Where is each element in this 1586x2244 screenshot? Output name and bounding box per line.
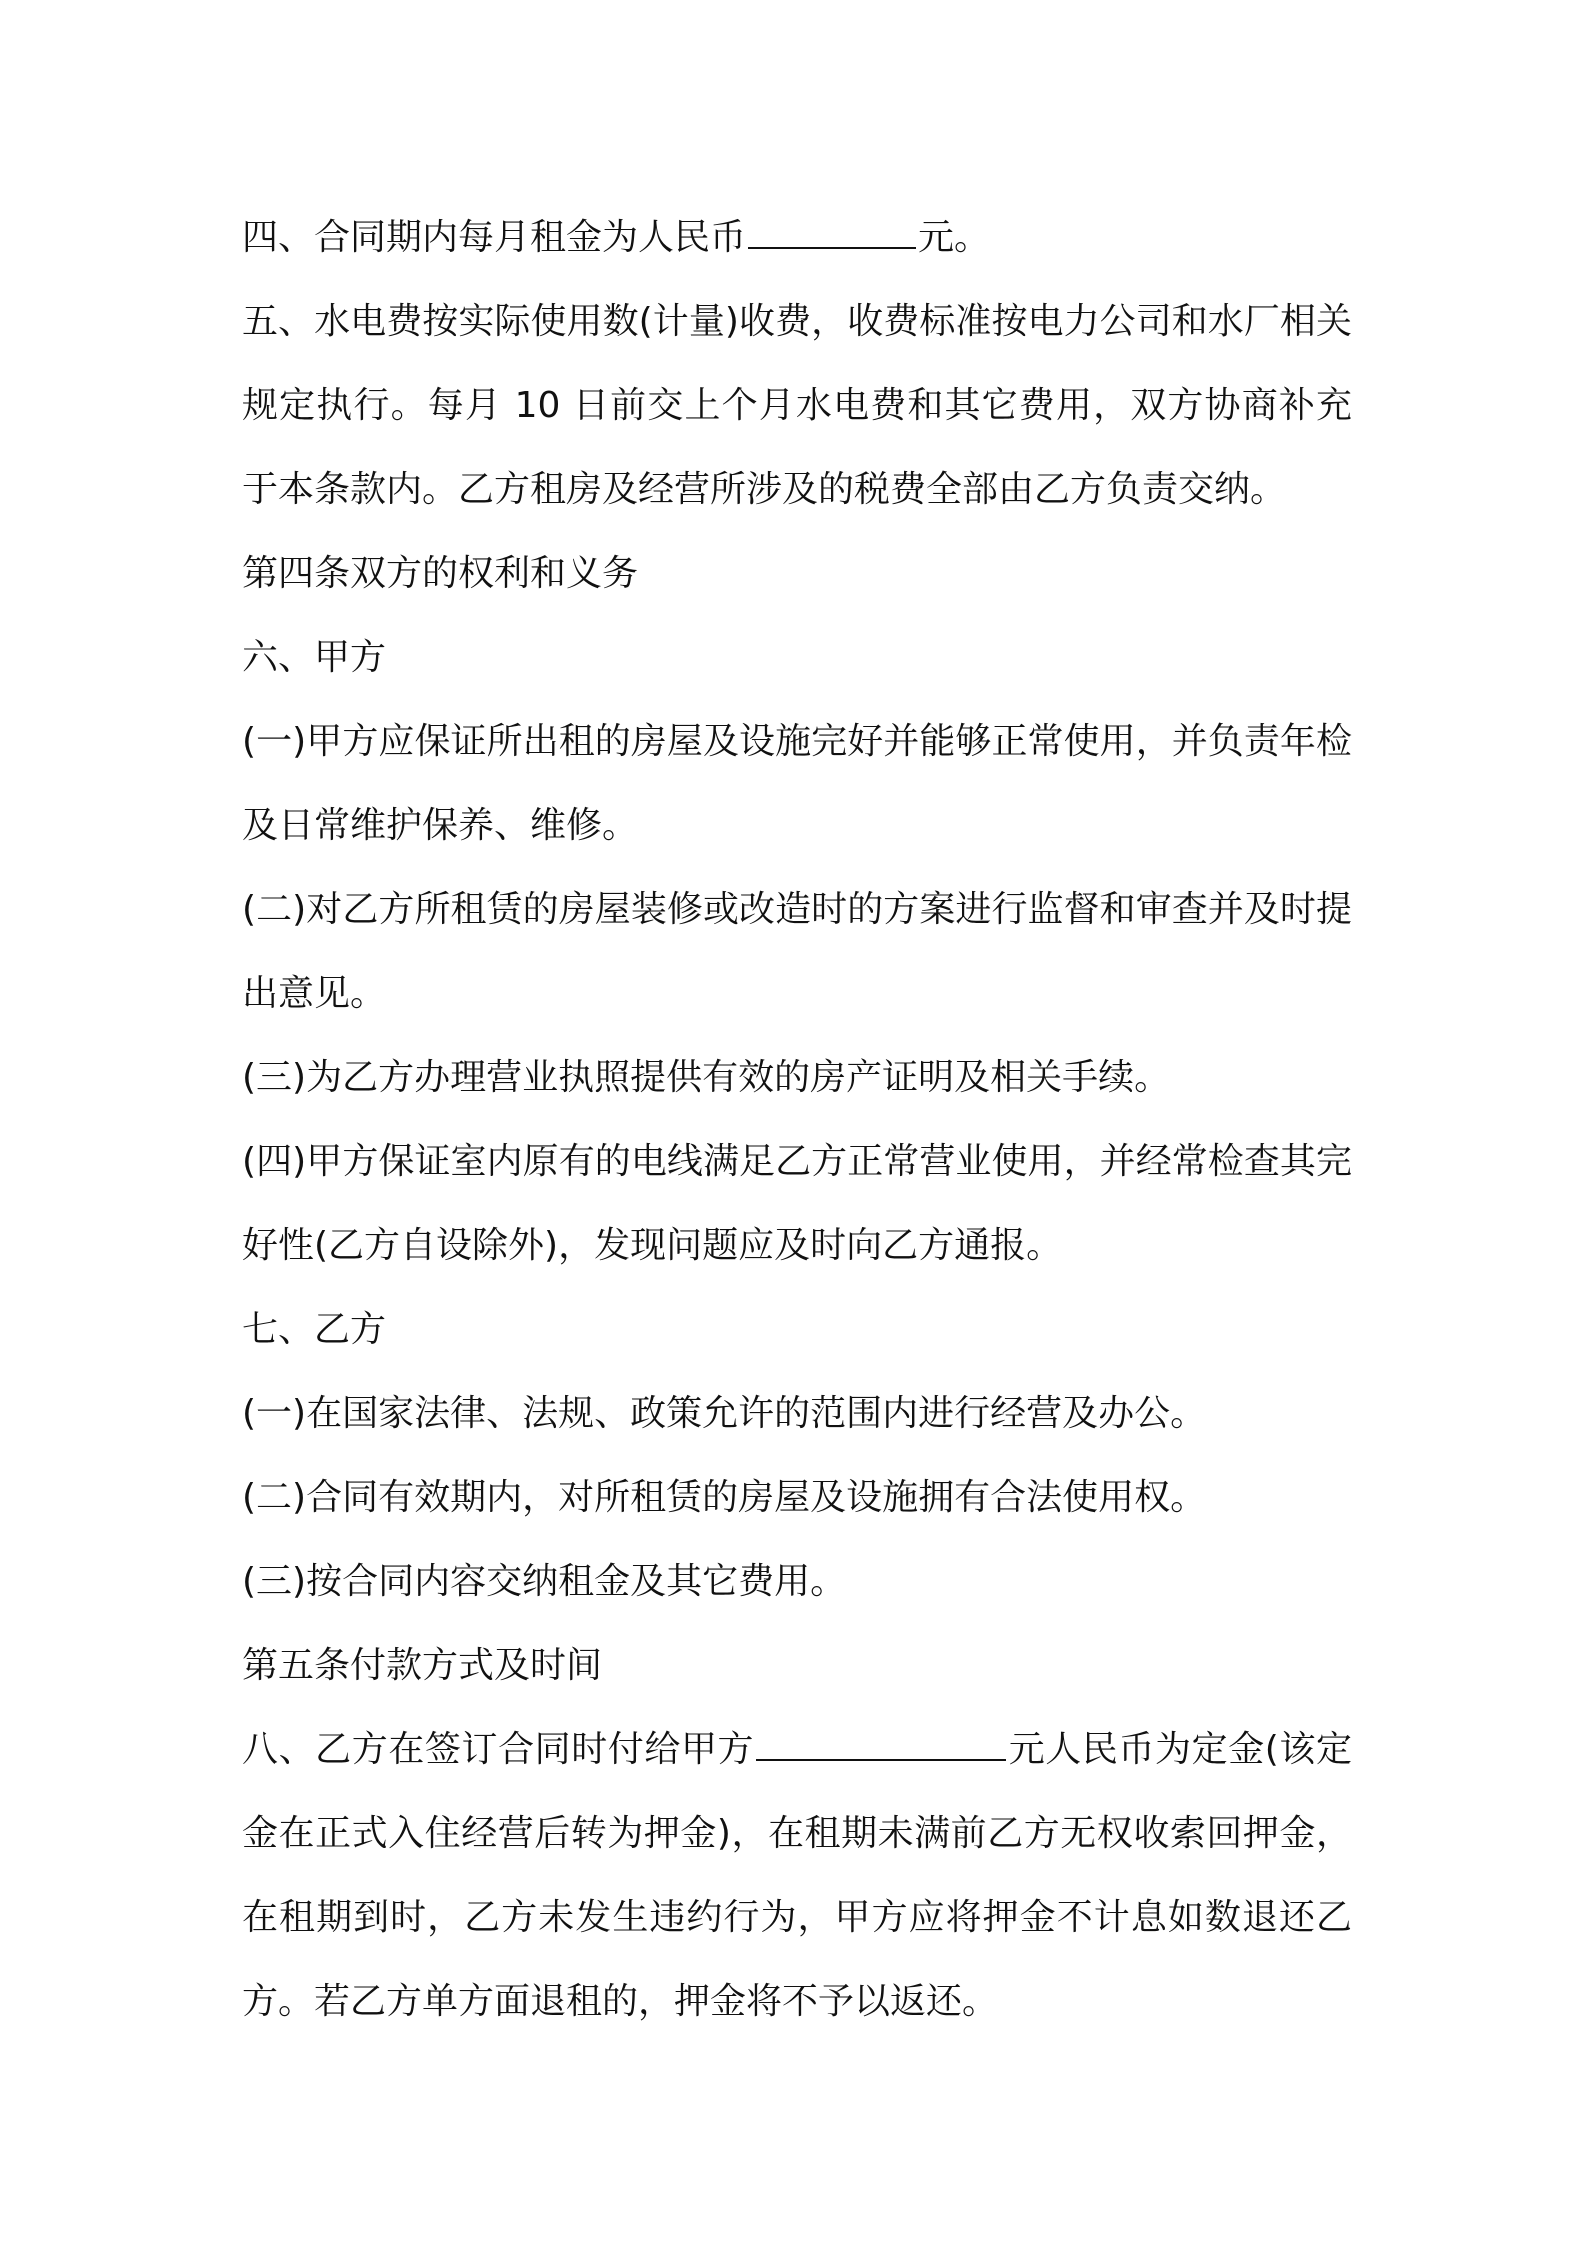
party-a-heading: 六、甲方 [242,637,387,678]
party-b-item-3: (三)按合同内容交纳租金及其它费用。 [242,1561,847,1602]
document-page [242,196,1352,2044]
party-b-item-1: (一)在国家法律、法规、政策允许的范围内进行经营及办公。 [242,1393,1207,1434]
deposit-clause [242,1708,1352,2044]
party-a-item-3: (三)为乙方办理营业执照提供有效的房产证明及相关手续。 [242,1057,1171,1098]
utility-clause: 五、水电费按实际使用数(计量)收费，收费标准按电力公司和水厂相关规定执行。每月 10 日前交上个月水电费和其它费用，双方协商补充于本条款内。乙方租房及经营所涉及的税费全部由乙方负责交纳。 [242,301,1352,510]
section-heading-payment: 第五条付款方式及时间 [242,1645,603,1686]
deposit-amount-blank [756,1729,1006,1761]
party-b-item-2: (二)合同有效期内，对所租赁的房屋及设施拥有合法使用权。 [242,1477,1207,1518]
rent-amount-blank [748,217,916,249]
deposit-clause-text: 八、乙方在签订合同时付给甲方 [242,1729,755,1770]
rent-clause-text: 四、合同期内每月租金为人民币 [242,217,747,258]
party-a-item-1: (一)甲方应保证所出租的房屋及设施完好并能够正常使用，并负责年检及日常维护保养、维修。 [242,721,1352,846]
party-a-item-4: (四)甲方保证室内原有的电线满足乙方正常营业使用，并经常检查其完好性(乙方自设除外)，发现问题应及时向乙方通报。 [242,1141,1352,1266]
section-heading-rights: 第四条双方的权利和义务 [242,553,639,594]
rent-clause [242,196,1352,280]
deposit-clause-rest: 元人民币为定金(该定金在正式入住经营后转为押金)，在租期未满前乙方无权收索回押金，在租期到时，乙方未发生违约行为，甲方应将押金不计息如数退还乙方。若乙方单方面退租的，押金将不予以返还。 [242,1729,1352,2022]
party-a-item-2: (二)对乙方所租赁的房屋装修或改造时的方案进行监督和审查并及时提出意见。 [242,889,1352,1014]
party-b-heading: 七、乙方 [242,1309,387,1350]
rent-clause-unit: 元。 [918,217,991,258]
